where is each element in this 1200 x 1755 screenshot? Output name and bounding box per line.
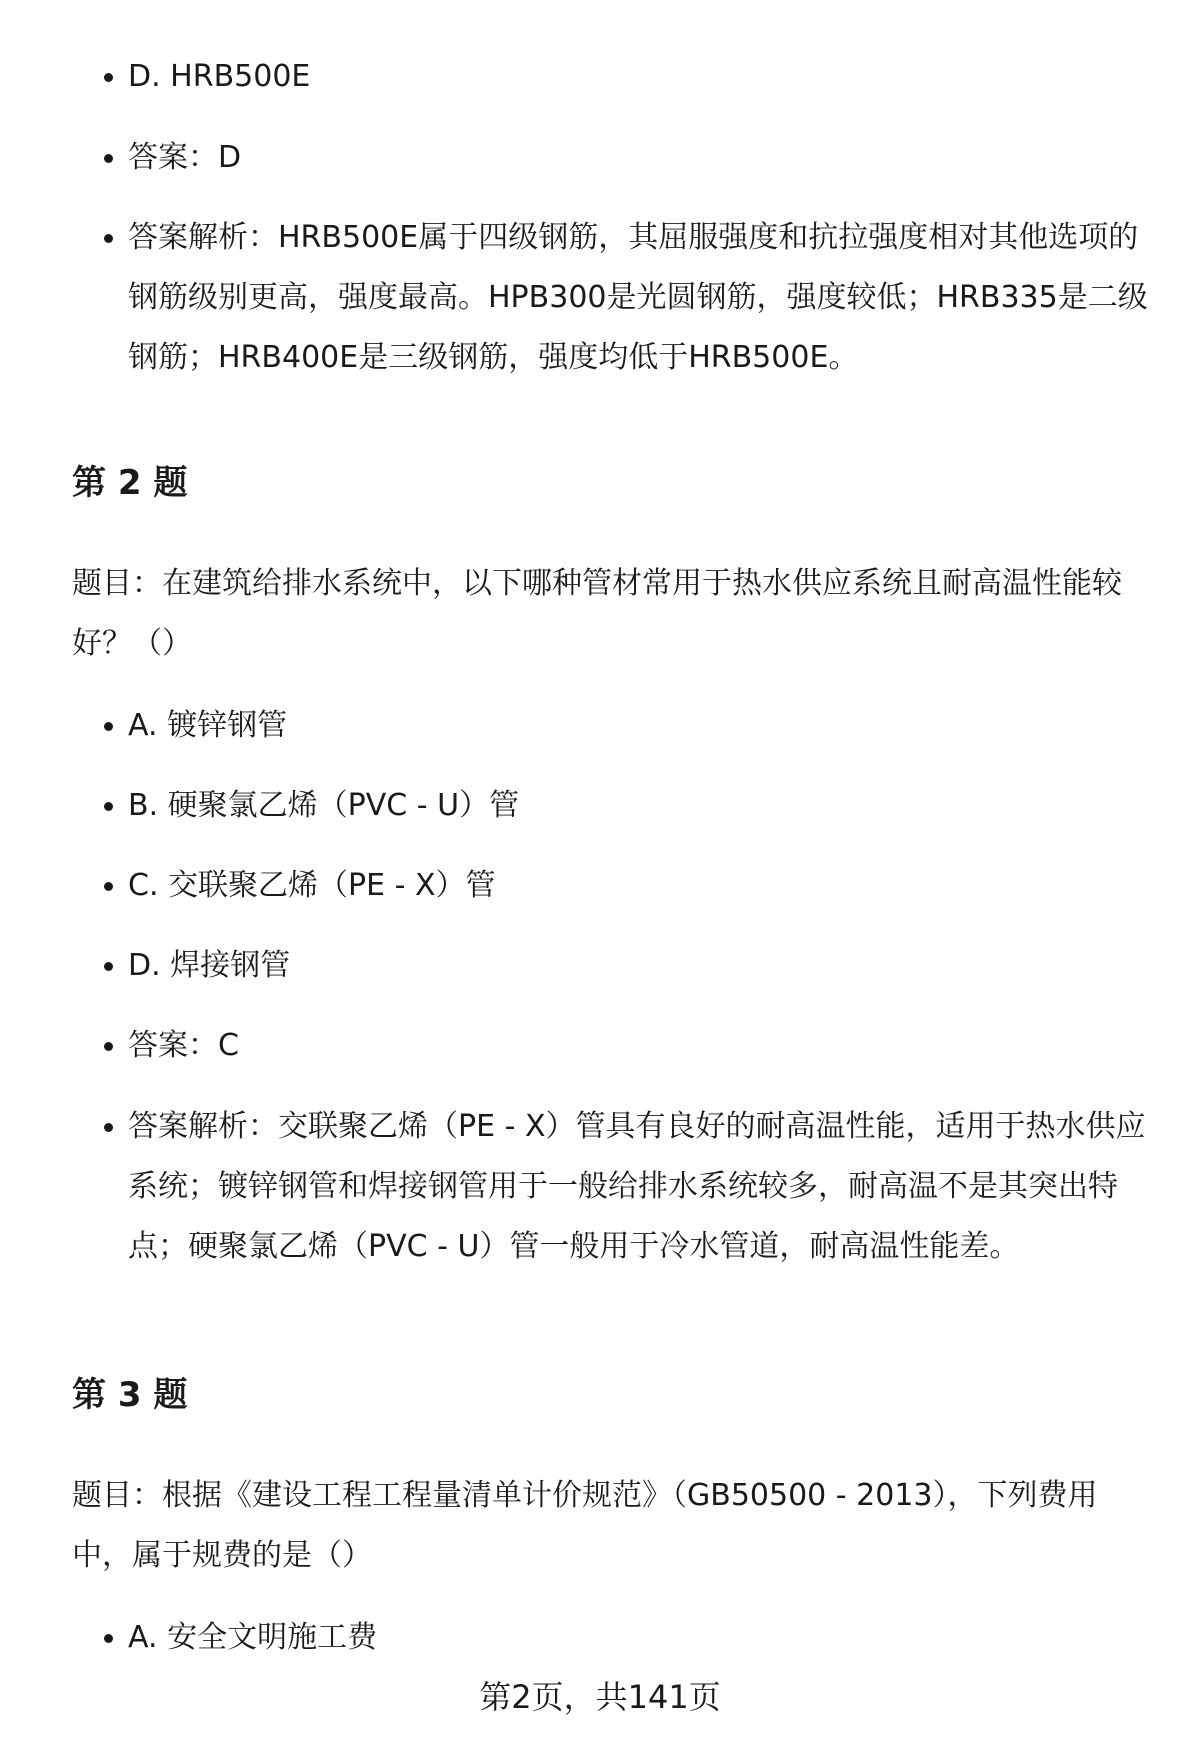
q3-stem: 题目：根据《建设工程工程量清单计价规范》（GB50500 - 2013），下列费用中，属于规费的是（） <box>72 1478 1098 1573</box>
option-text: B. 硬聚氯乙烯（PVC - U）管 <box>128 788 520 823</box>
bullet <box>104 154 113 163</box>
answer-text: 答案：D <box>128 140 242 175</box>
bullet <box>104 1123 113 1132</box>
q2-option-d <box>128 936 1158 996</box>
bullet <box>104 1634 113 1643</box>
q1-answer <box>128 128 1158 188</box>
option-text: A. 镀锌钢管 <box>128 708 288 743</box>
bullet <box>104 722 113 731</box>
analysis-text: 答案解析：交联聚乙烯（PE - X）管具有良好的耐高温性能，适用于热水供应系统；镀锌钢管和焊接钢管用于一般给排水系统较多，耐高温不是其突出特点；硬聚氯乙烯（PVC - U）管一般用于冷水管道，耐高温性能差。 <box>128 1109 1146 1264</box>
bullet <box>104 962 113 971</box>
q2-stem: 题目：在建筑给排水系统中，以下哪种管材常用于热水供应系统且耐高温性能较好？（） <box>72 566 1122 661</box>
page-number: 第2页，共141页 <box>479 1678 721 1716</box>
q2-heading: 第 2 题 <box>72 463 188 503</box>
q2-option-c <box>128 856 1158 916</box>
q1-option-d <box>128 47 1158 107</box>
q2-option-a <box>128 696 1158 756</box>
bullet <box>104 73 113 82</box>
bullet <box>104 802 113 811</box>
analysis-text: 答案解析：HRB500E属于四级钢筋，其屈服强度和抗拉强度相对其他选项的钢筋级别更高，强度最高。HPB300是光圆钢筋，强度较低；HRB335是二级钢筋；HRB400E是三级钢筋，强度均低于HRB500E。 <box>128 220 1148 375</box>
bullet <box>104 882 113 891</box>
q2-answer <box>128 1016 1158 1076</box>
option-text: D. HRB500E <box>128 59 311 94</box>
answer-text: 答案：C <box>128 1028 239 1063</box>
q1-analysis <box>128 208 1158 388</box>
bullet <box>104 1042 113 1051</box>
option-text: A. 安全文明施工费 <box>128 1620 378 1655</box>
option-text: C. 交联聚乙烯（PE - X）管 <box>128 868 496 903</box>
bullet <box>104 234 113 243</box>
q2-analysis <box>128 1097 1158 1277</box>
q3-option-a <box>128 1608 1158 1668</box>
q3-heading: 第 3 题 <box>72 1375 188 1415</box>
option-text: D. 焊接钢管 <box>128 948 291 983</box>
q2-option-b <box>128 776 1158 836</box>
